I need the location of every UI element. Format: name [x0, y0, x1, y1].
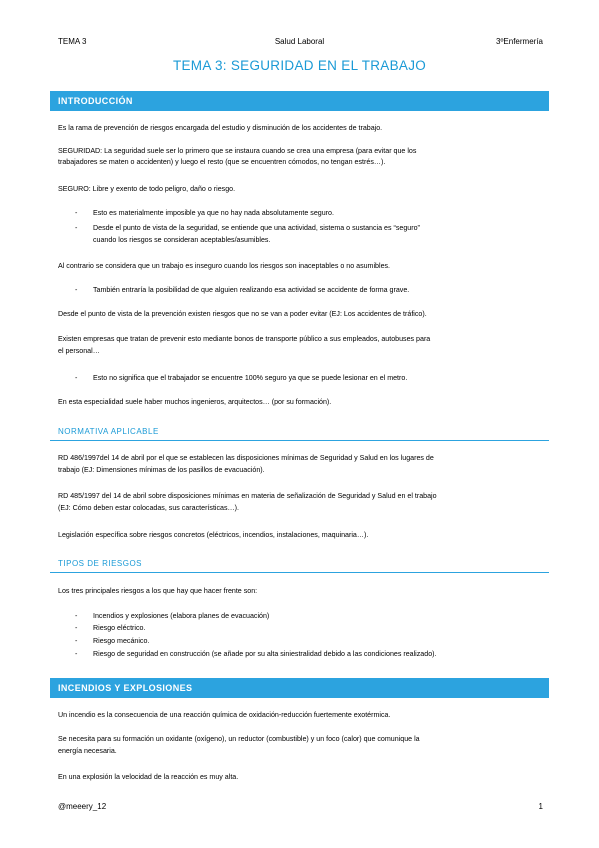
- bullet-text: Esto es materialmente imposible ya que no hay nada absolutamente seguro.: [93, 209, 334, 217]
- tipos-intro: Los tres principales riesgos a los que hay que hacer frente son:: [58, 587, 258, 595]
- legislacion-paragraph: Legislación específica sobre riesgos concretos (eléctricos, incendios, instalaciones, maquinaria…).: [58, 531, 369, 539]
- bullet-dash: -: [75, 374, 78, 382]
- formacion-line2: energía necesaria.: [58, 747, 117, 755]
- inseguro-paragraph: Al contrario se considera que un trabajo es inseguro cuando los riesgos son inaceptables o no asumibles.: [58, 262, 391, 270]
- bullet-text: También entraría la posibilidad de que alguien realizando esa actividad se accidente de forma grave.: [93, 286, 410, 294]
- header-center: Salud Laboral: [274, 37, 325, 46]
- header-right: 3ºEnfermería: [496, 37, 543, 46]
- seguro-definition: SEGURO: Libre y exento de todo peligro, daño o riesgo.: [58, 185, 236, 193]
- subsection-heading-tipos: TIPOS DE RIESGOS: [58, 559, 143, 568]
- bullet-dash: -: [75, 286, 78, 294]
- subsection-divider: [50, 572, 549, 573]
- rd485-line1: RD 485/1997 del 14 de abril sobre disposiciones mínimas en materia de señalización de Seguridad y Salud en el trabajo: [58, 492, 437, 500]
- rd486-line2: trabajo (EJ: Dimensiones mínimas de los pasillos de evacuación).: [58, 466, 265, 474]
- bullet-text: Incendios y explosiones (elabora planes de evacuación): [93, 612, 270, 620]
- seguridad-definition-line1: SEGURIDAD: La seguridad suele ser lo primero que se instaura cuando se crea una empresa (para evitar que los: [58, 147, 417, 155]
- subsection-heading-normativa: NORMATIVA APLICABLE: [58, 427, 159, 436]
- bullet-text: cuando los riesgos se consideran aceptables/asumibles.: [93, 236, 271, 244]
- section-heading-incendios: INCENDIOS Y EXPLOSIONES: [50, 678, 549, 698]
- empresas-paragraph-line1: Existen empresas que tratan de prevenir esto mediante bonos de transporte público a sus empleados, autobuses para: [58, 335, 431, 343]
- prevencion-paragraph: Desde el punto de vista de la prevención existen riesgos que no se van a poder evitar (EJ: Los accidentes de tráfico).: [58, 310, 427, 318]
- bullet-text: Riesgo mecánico.: [93, 637, 150, 645]
- bullet-dash: -: [75, 612, 78, 620]
- seguridad-definition-line2: trabajadores se maten o accidenten) y luego el resto (que se encuentren cómodos, no tengan estrés…).: [58, 158, 386, 166]
- bullet-dash: -: [75, 637, 78, 645]
- page-number: 1: [538, 802, 543, 811]
- incendio-definition: Un incendio es la consecuencia de una reacción química de oxidación-reducción fuertemente exotérmica.: [58, 711, 391, 719]
- bullet-dash: -: [75, 224, 78, 232]
- empresas-paragraph-line2: el personal…: [58, 347, 100, 355]
- rd486-line1: RD 486/1997del 14 de abril por el que se establecen las disposiciones mínimas de Seguridad y Salud en los lugares de: [58, 454, 434, 462]
- explosion-paragraph: En una explosión la velocidad de la reacción es muy alta.: [58, 773, 239, 781]
- footer-author: @meeery_12: [58, 802, 107, 811]
- bullet-dash: -: [75, 209, 78, 217]
- header-left: TEMA 3: [58, 37, 87, 46]
- bullet-text: Esto no significa que el trabajador se encuentre 100% seguro ya que se puede lesionar en el metro.: [93, 374, 408, 382]
- rd485-line2: (EJ: Cómo deben estar colocadas, sus características…).: [58, 504, 239, 512]
- document-title: TEMA 3: SEGURIDAD EN EL TRABAJO: [172, 58, 427, 73]
- subsection-divider: [50, 440, 549, 441]
- formacion-line1: Se necesita para su formación un oxidante (oxígeno), un reductor (combustible) y un foco (calor) que comunique la: [58, 735, 420, 743]
- bullet-dash: -: [75, 650, 78, 658]
- bullet-dash: -: [75, 624, 78, 632]
- bullet-text: Riesgo de seguridad en construcción (se añade por su alta siniestralidad debido a las condiciones realizado).: [93, 650, 437, 658]
- bullet-text: Riesgo eléctrico.: [93, 624, 146, 632]
- intro-paragraph: Es la rama de prevención de riesgos encargada del estudio y disminución de los accidentes de trabajo.: [58, 124, 383, 132]
- section-heading-introduccion: INTRODUCCIÓN: [50, 91, 549, 111]
- bullet-text: Desde el punto de vista de la seguridad, se entiende que una actividad, sistema o sustancia es “seguro”: [93, 224, 420, 232]
- especialidad-paragraph: En esta especialidad suele haber muchos ingenieros, arquitectos… (por su formación).: [58, 398, 332, 406]
